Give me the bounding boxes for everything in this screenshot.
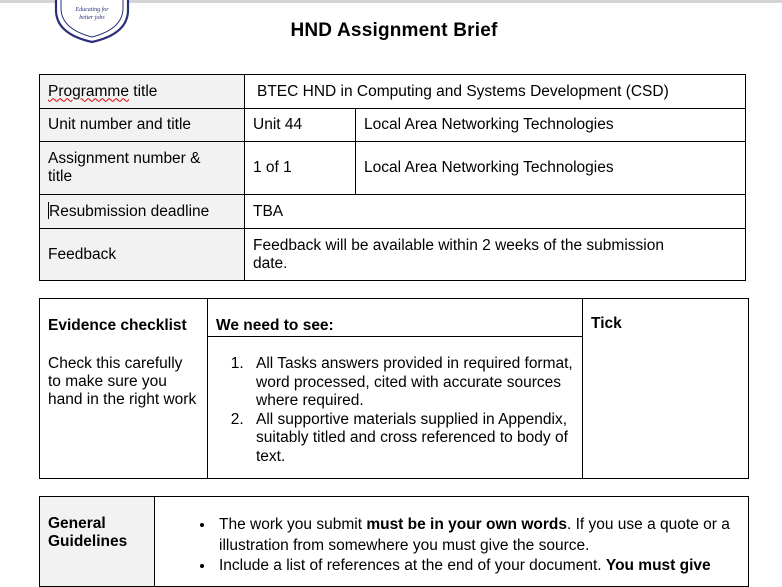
table-row xyxy=(40,109,746,142)
we-need-items-cell xyxy=(208,337,583,479)
feedback-value: Feedback will be available within 2 weeks of the submission date. xyxy=(245,229,746,281)
general-guidelines-heading: General Guidelines xyxy=(40,497,155,587)
list-item: • Include a list of references at the end of your document. You must give xyxy=(215,556,740,577)
tick-cell xyxy=(583,299,749,479)
list-item: • The work you submit must be in your own words. If you use a quote or a illustration from somewhere you must give the source. xyxy=(215,515,740,556)
list-item: 2. All supportive materials supplied in Appendix, suitably titled and cross referenced to body of text. xyxy=(248,411,574,467)
general-guidelines-table xyxy=(39,496,749,587)
programme-title-value: BTEC HND in Computing and Systems Development (CSD) xyxy=(245,75,746,109)
programme-title-label: Programme title xyxy=(40,75,245,109)
assignment-number-label: Assignment number & title xyxy=(40,142,245,195)
feedback-label: Feedback xyxy=(40,229,245,281)
evidence-checklist-table xyxy=(39,298,749,479)
assignment-title: Local Area Networking Technologies xyxy=(356,142,746,195)
unit-code: Unit 44 xyxy=(245,109,356,142)
we-need-heading: We need to see: xyxy=(208,299,583,337)
evidence-checklist-note: Check this carefully to make sure you hand in the right work xyxy=(48,355,197,408)
table-row xyxy=(40,299,749,337)
assignment-number: 1 of 1 xyxy=(245,142,356,195)
tick-heading: Tick xyxy=(591,315,622,332)
page-title: HND Assignment Brief xyxy=(290,20,498,41)
guidelines-cell xyxy=(155,497,749,587)
unit-label: Unit number and title xyxy=(40,109,245,142)
table-row xyxy=(40,229,746,281)
table-row xyxy=(40,195,746,229)
resubmission-label: Resubmission deadline xyxy=(40,195,245,229)
resubmission-value: TBA xyxy=(245,195,746,229)
guidelines-list xyxy=(163,515,740,577)
evidence-checklist-heading: Evidence checklist xyxy=(48,317,187,334)
svg-text:Educating for: Educating for xyxy=(75,7,109,13)
we-need-list xyxy=(216,355,574,466)
table-row xyxy=(40,75,746,109)
list-item: 1. All Tasks answers provided in required format, word processed, cited with accurate sources where required. xyxy=(248,355,574,411)
evidence-checklist-cell xyxy=(40,299,208,479)
table-row xyxy=(40,497,749,587)
unit-title: Local Area Networking Technologies xyxy=(356,109,746,142)
assignment-info-table xyxy=(39,74,746,281)
svg-text:better jobs: better jobs xyxy=(79,15,105,21)
table-row xyxy=(40,142,746,195)
